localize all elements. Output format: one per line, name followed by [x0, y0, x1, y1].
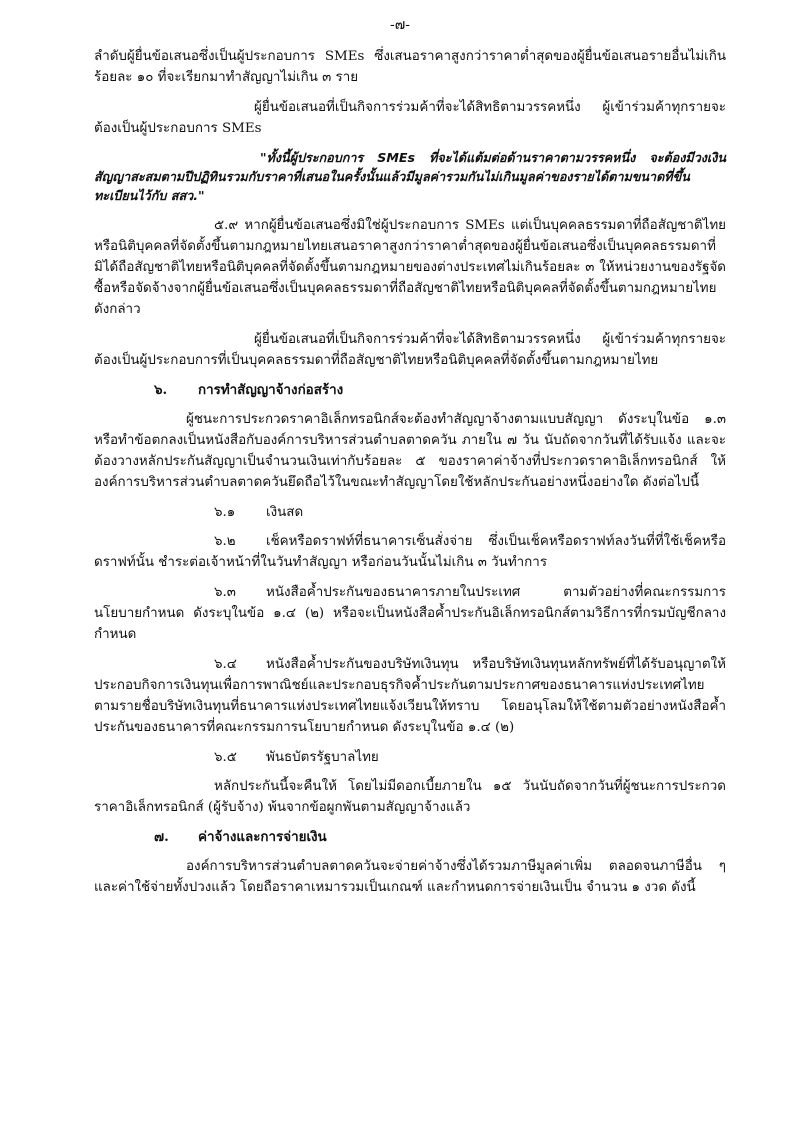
clause-number: ๖.๕: [214, 750, 237, 765]
clause-number: ๖.๓: [214, 585, 236, 600]
clause-number: ๖.๑: [214, 505, 236, 520]
page-number: -๗-: [390, 17, 410, 33]
clause-5-9: ๕.๙ หากผู้ยื่นข้อเสนอซึ่งมิใช่ผู้ประกอบการ SMEs แต่เป็นบุคคลธรรมดาที่ถือสัญชาติไทยหรือนิติบุคคลที่จัดตั้งขึ้นตามกฎหมายไทยเสนอราคาสูงกว่าราคาต่ำสุดของผู้ยื่นข้อเสนอซึ่งเป็นบุคคลธรรมดาที่มิได้ถือสัญชาติไทยหรือนิติบุคคลที่จัดตั้งขึ้นตามกฎหมายของต่างประเทศไม่เกินร้อยละ ๓ ให้หน่วยงานของรัฐจัดซื้อหรือจัดจ้างจากผู้ยื่นข้อเสนอซึ่งเป็นบุคคลธรรมดาที่ถือสัญชาติไทยหรือนิติบุคคลที่จัดตั้งขึ้นตามกฎหมายไทยดังกล่าว: [94, 218, 726, 317]
clause-6-5: [94, 747, 726, 768]
clause-text: เงินสด: [266, 505, 304, 520]
section-6-heading: [94, 380, 726, 401]
paragraph-sme-ranking: ลำดับผู้ยื่นข้อเสนอซึ่งเป็นผู้ประกอบการ SMEs ซึ่งเสนอราคาสูงกว่าราคาต่ำสุดของผู้ยื่นข้อเสนอรายอื่นไม่เกินร้อยละ ๑๐ ที่จะเรียกมาทำสัญญาไม่เกิน ๓ ราย: [94, 49, 726, 85]
section-7-heading: [94, 827, 726, 848]
clause-number: ๖.๔: [214, 657, 237, 672]
section-6-intro: ผู้ชนะการประกวดราคาอิเล็กทรอนิกส์จะต้องทำสัญญาจ้างตามแบบสัญญา ดังระบุในข้อ ๑.๓ หรือทำข้อตกลงเป็นหนังสือกับองค์การบริหารส่วนตำบลตาดควัน ภายใน ๗ วัน นับถัดจากวันที่ได้รับแจ้ง และจะต้องวางหลักประกันสัญญาเป็นจำนวนเงินเท่ากับร้อยละ ๕ ของราคาค่าจ้างที่ประกวดราคาอิเล็กทรอนิกส์ ให้องค์การบริหารส่วนตำบลตาดควันยึดถือไว้ในขณะทำสัญญาโดยใช้หลักประกันอย่างหนึ่งอย่างใด ดังต่อไปนี้: [94, 412, 726, 490]
section-7-title: ค่าจ้างและการจ่ายเงิน: [198, 829, 327, 845]
paragraph-joint-venture-thai: ผู้ยื่นข้อเสนอที่เป็นกิจการร่วมค้าที่จะได้สิทธิตามวรรคหนึ่ง ผู้เข้าร่วมค้าทุกรายจะต้องเป็นผู้ประกอบการที่เป็นบุคคลธรรมดาที่ถือสัญชาติไทยหรือนิติบุคคลที่จัดตั้งขึ้นตามกฎหมายไทย: [94, 332, 726, 368]
clause-6-2: [94, 531, 726, 573]
section-6-title: การทำสัญญาจ้างก่อสร้าง: [198, 382, 344, 398]
clause-text: หนังสือค้ำประกันของธนาคารภายในประเทศ ตามตัวอย่างที่คณะกรรมการนโยบายกำหนด ดังระบุในข้อ ๑.๔ (๒) หรือจะเป็นหนังสือค้ำประกันอิเล็กทรอนิกส์ตามวิธีการที่กรมบัญชีกลางกำหนด: [94, 585, 726, 642]
clause-text: เช็คหรือดราฟท์ที่ธนาคารเซ็นสั่งจ่าย ซึ่งเป็นเช็คหรือดราฟท์ลงวันที่ที่ใช้เช็คหรือดราฟท์นั้น ชำระต่อเจ้าหน้าที่ในวันทำสัญญา หรือก่อนวันนั้นไม่เกิน ๓ วันทำการ: [94, 534, 726, 570]
document-body: [94, 46, 726, 907]
section-6-number: ๖.: [154, 382, 168, 398]
clause-6-4: [94, 654, 726, 738]
paragraph-sme-note: "ทั้งนี้ผู้ประกอบการ SMEs ที่จะได้แต้มต่อด้านราคาตามวรรคหนึ่ง จะต้องมีวงเงินสัญญาสะสมตามปีปฏิทินรวมกับราคาที่เสนอในครั้งนั้นแล้วมีมูลค่ารวมกันไม่เกินมูลค่าของรายได้ตามขนาดที่ขึ้นทะเบียนไว้กับ สสว.": [94, 150, 726, 203]
clause-text: หนังสือค้ำประกันของบริษัทเงินทุน หรือบริษัทเงินทุนหลักทรัพย์ที่ได้รับอนุญาตให้ประกอบกิจการเงินทุนเพื่อการพาณิชย์และประกอบธุรกิจค้ำประกันตามประกาศของธนาคารแห่งประเทศไทย ตามรายชื่อบริษัทเงินทุนที่ธนาคารแห่งประเทศไทยแจ้งเวียนให้ทราบ โดยอนุโลมให้ใช้ตามตัวอย่างหนังสือค้ำประกันของธนาคารที่คณะกรรมการนโยบายกำหนด ดังระบุในข้อ ๑.๔ (๒): [94, 657, 726, 735]
clause-number: ๖.๒: [214, 534, 236, 549]
section-7-number: ๗.: [154, 829, 169, 845]
section-7-intro: องค์การบริหารส่วนตำบลตาดควันจะจ่ายค่าจ้างซึ่งได้รวมภาษีมูลค่าเพิ่ม ตลอดจนภาษีอื่น ๆ และค่าใช้จ่ายทั้งปวงแล้ว โดยถือราคาเหมารวมเป็นเกณฑ์ และกำหนดการจ่ายเงินเป็น จำนวน ๑ งวด ดังนี้: [94, 859, 726, 895]
clause-6-1: [94, 502, 726, 523]
clause-text: พันธบัตรรัฐบาลไทย: [266, 750, 379, 765]
clause-6-3: [94, 582, 726, 645]
section-6-closing: หลักประกันนี้จะคืนให้ โดยไม่มีดอกเบี้ยภายใน ๑๕ วันนับถัดจากวันที่ผู้ชนะการประกวดราคาอิเล็กทรอนิกส์ (ผู้รับจ้าง) พ้นจากข้อผูกพันตามสัญญาจ้างแล้ว: [94, 779, 726, 815]
paragraph-joint-venture-sme: ผู้ยื่นข้อเสนอที่เป็นกิจการร่วมค้าที่จะได้สิทธิตามวรรคหนึ่ง ผู้เข้าร่วมค้าทุกรายจะต้องเป็นผู้ประกอบการ SMEs: [94, 100, 726, 136]
